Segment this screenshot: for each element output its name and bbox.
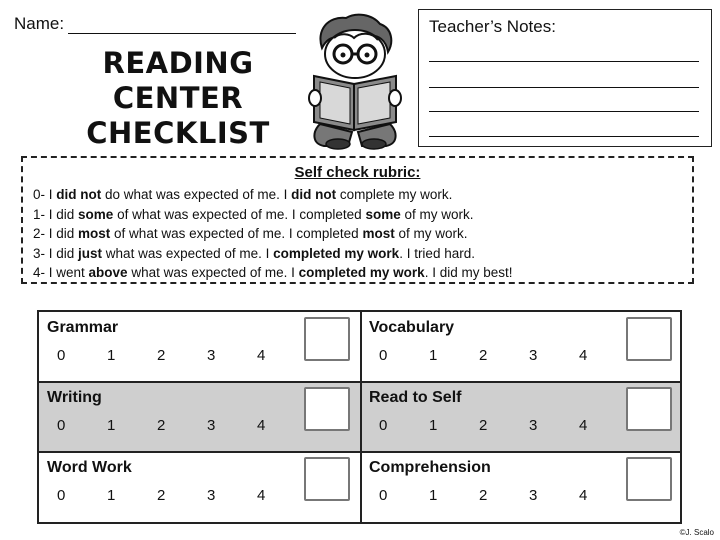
teacher-notes-title: Teacher’s Notes:	[429, 17, 556, 36]
score-box[interactable]	[304, 457, 350, 501]
copyright-credit: ©J. Scalo	[679, 528, 714, 537]
checklist-label: Writing	[47, 389, 102, 406]
score-option[interactable]: 0	[379, 417, 388, 434]
checklist-grid	[37, 310, 682, 524]
rubric-text: of what was expected of me. I completed	[113, 206, 366, 222]
name-label: Name:	[14, 14, 65, 33]
score-box[interactable]	[626, 457, 672, 501]
notes-line[interactable]	[429, 87, 699, 88]
rubric-text: 3- I did	[33, 245, 79, 261]
score-option[interactable]: 1	[107, 417, 116, 434]
rubric-text: what was expected of me. I	[102, 245, 274, 261]
rubric-line-2	[33, 224, 513, 244]
score-box[interactable]	[626, 387, 672, 431]
score-option[interactable]: 0	[57, 487, 66, 504]
score-option[interactable]: 4	[257, 417, 266, 434]
notes-line[interactable]	[429, 111, 699, 112]
name-blank-line[interactable]	[68, 17, 296, 34]
rubric-line-0	[33, 185, 513, 205]
rubric-text: . I did my best!	[424, 265, 513, 280]
rubric-text: 0- I	[33, 187, 57, 202]
rubric-text: 1- I did	[33, 206, 79, 222]
score-option[interactable]: 1	[107, 487, 116, 504]
rubric-text: 2- I did	[33, 226, 79, 241]
checklist-cell-read-to-self	[361, 382, 682, 452]
score-box[interactable]	[626, 317, 672, 361]
score-scale	[57, 347, 307, 364]
rubric-emphasis: completed my work	[273, 245, 400, 261]
checklist-label: Vocabulary	[369, 319, 455, 336]
rubric-emphasis: most	[362, 226, 395, 241]
title-line-3: CHECKLIST	[86, 116, 270, 150]
rubric-line-4	[33, 263, 513, 283]
rubric-emphasis: completed my work	[298, 265, 425, 280]
rubric-emphasis: did not	[56, 187, 102, 202]
page-title	[70, 46, 286, 151]
score-option[interactable]: 3	[207, 417, 216, 434]
notes-line[interactable]	[429, 61, 699, 62]
checklist-cell-comprehension	[361, 452, 682, 522]
score-option[interactable]: 2	[479, 347, 488, 364]
checklist-label: Grammar	[47, 319, 119, 336]
rubric-lines	[33, 185, 513, 283]
score-option[interactable]: 4	[579, 347, 588, 364]
score-box[interactable]	[304, 317, 350, 361]
rubric-text: of my work.	[400, 206, 474, 222]
title-line-1: READING	[102, 46, 254, 80]
score-scale	[379, 417, 629, 434]
score-scale	[379, 487, 629, 504]
rubric-line-3	[33, 244, 513, 264]
score-option[interactable]: 1	[429, 417, 438, 434]
score-option[interactable]: 4	[579, 417, 588, 434]
rubric-text: what was expected of me. I	[127, 265, 299, 280]
score-option[interactable]: 0	[379, 347, 388, 364]
grid-divider	[360, 312, 362, 522]
checklist-cell-vocabulary	[361, 312, 682, 382]
score-box[interactable]	[304, 387, 350, 431]
rubric-text: complete my work.	[336, 187, 453, 202]
teacher-notes-box	[418, 9, 712, 147]
rubric-title: Self check rubric:	[294, 164, 421, 181]
rubric-emphasis: just	[78, 245, 103, 261]
score-option[interactable]: 0	[57, 417, 66, 434]
name-field[interactable]	[14, 14, 296, 34]
score-option[interactable]: 3	[207, 487, 216, 504]
checklist-cell-grammar	[39, 312, 360, 382]
checklist-cell-word-work	[39, 452, 360, 522]
rubric-text: do what was expected of me. I	[101, 187, 292, 202]
rubric-text: of my work.	[394, 226, 468, 241]
score-option[interactable]: 2	[157, 487, 166, 504]
rubric-text: . I tried hard.	[399, 245, 475, 261]
score-scale	[379, 347, 629, 364]
score-option[interactable]: 1	[429, 347, 438, 364]
score-option[interactable]: 4	[257, 487, 266, 504]
score-option[interactable]: 1	[429, 487, 438, 504]
score-option[interactable]: 2	[157, 347, 166, 364]
score-option[interactable]: 4	[579, 487, 588, 504]
rubric-emphasis: some	[365, 206, 401, 222]
title-line-2: CENTER	[112, 81, 244, 115]
rubric-emphasis: most	[78, 226, 111, 241]
score-option[interactable]: 0	[57, 347, 66, 364]
score-option[interactable]: 2	[479, 417, 488, 434]
rubric-text: 4- I went	[33, 265, 89, 280]
score-option[interactable]: 0	[379, 487, 388, 504]
checklist-label: Read to Self	[369, 389, 462, 406]
reading-kid-illustration	[298, 10, 410, 150]
score-option[interactable]: 2	[157, 417, 166, 434]
rubric-emphasis: above	[88, 265, 128, 280]
checklist-label: Word Work	[47, 459, 132, 476]
self-check-rubric	[21, 156, 694, 284]
rubric-emphasis: did not	[291, 187, 337, 202]
rubric-line-1	[33, 205, 513, 225]
score-option[interactable]: 4	[257, 347, 266, 364]
rubric-emphasis: some	[78, 206, 114, 222]
score-scale	[57, 417, 307, 434]
score-option[interactable]: 3	[529, 417, 538, 434]
score-option[interactable]: 3	[529, 487, 538, 504]
checklist-cell-writing	[39, 382, 360, 452]
checklist-label: Comprehension	[369, 459, 491, 476]
rubric-text: of what was expected of me. I completed	[110, 226, 363, 241]
score-option[interactable]: 3	[207, 347, 216, 364]
score-option[interactable]: 2	[479, 487, 488, 504]
score-option[interactable]: 3	[529, 347, 538, 364]
score-scale	[57, 487, 307, 504]
notes-line[interactable]	[429, 136, 699, 137]
score-option[interactable]: 1	[107, 347, 116, 364]
